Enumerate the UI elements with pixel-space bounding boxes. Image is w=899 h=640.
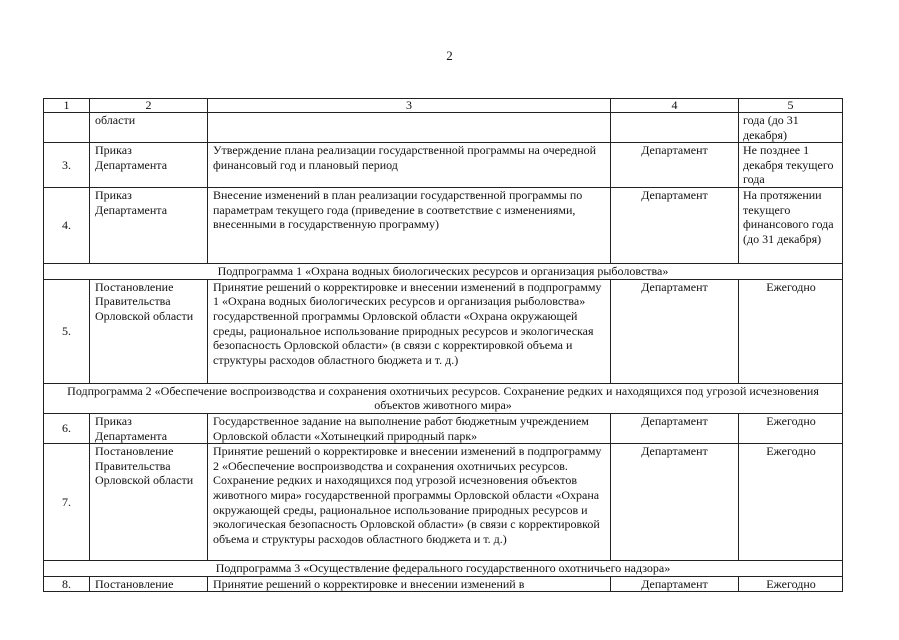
row-action: Принятие решений о корректировке и внесении изменений в	[208, 576, 611, 592]
subprogram-row	[44, 561, 843, 577]
row-action: Утверждение плана реализации государственной программы на очередной финансовый год и плановый период	[208, 143, 611, 188]
plan-table	[43, 98, 843, 592]
row-number	[44, 113, 90, 143]
table-row-continuation	[44, 113, 843, 143]
header-col-3: 3	[208, 99, 611, 113]
subprogram-row	[44, 383, 843, 413]
row-action	[208, 113, 611, 143]
row-document: области	[90, 113, 208, 143]
header-col-2: 2	[90, 99, 208, 113]
row-executor: Департамент	[611, 576, 739, 592]
page-number: 2	[446, 48, 453, 63]
table-row	[44, 188, 843, 264]
row-deadline: Ежегодно	[739, 279, 843, 383]
subprogram-2-title: Подпрограмма 2 «Обеспечение воспроизводства и сохранения охотничьих ресурсов. Сохранение редких и находящихся под угрозой исчезновения объектов животного мира»	[44, 383, 843, 413]
row-deadline: года (до 31 декабря)	[739, 113, 843, 143]
row-number: 8.	[44, 576, 90, 592]
subprogram-3-title: Подпрограмма 3 «Осуществление федерального государственного охотничьего надзора»	[44, 561, 843, 577]
row-document: Постановление Правительства Орловской области	[90, 279, 208, 383]
row-document: Приказ Департамента	[90, 188, 208, 264]
row-number: 4.	[44, 188, 90, 264]
subprogram-1-title: Подпрограмма 1 «Охрана водных биологических ресурсов и организация рыболовства»	[44, 264, 843, 280]
row-executor: Департамент	[611, 279, 739, 383]
row-action: Принятие решений о корректировке и внесении изменений в подпрограмму 2 «Обеспечение воспроизводства и сохранения охотничьих ресурсов. Сохранение редких и находящихся под угрозой исчезновения объектов животного мира» государственной программы Орловской области «Охрана окружающей среды, рациональное использование природных ресурсов и экологическая безопасность Орловской области» (в связи с корректировкой объема и структуры расходов областного бюджета и т. д.)	[208, 444, 611, 561]
row-deadline: Не позднее 1 декабря текущего года	[739, 143, 843, 188]
row-document: Приказ Департамента	[90, 143, 208, 188]
row-executor	[611, 113, 739, 143]
row-document: Приказ Департамента	[90, 413, 208, 443]
table-row	[44, 143, 843, 188]
header-col-1: 1	[44, 99, 90, 113]
row-document: Постановление	[90, 576, 208, 592]
row-number: 5.	[44, 279, 90, 383]
row-deadline: На протяжении текущего финансового года (до 31 декабря)	[739, 188, 843, 264]
row-deadline: Ежегодно	[739, 413, 843, 443]
row-action: Внесение изменений в план реализации государственной программы по параметрам текущего года (приведение в соответствие с изменениями, внесенными в государственную программу)	[208, 188, 611, 264]
row-deadline: Ежегодно	[739, 576, 843, 592]
row-executor: Департамент	[611, 188, 739, 264]
table-row	[44, 279, 843, 383]
row-executor: Департамент	[611, 413, 739, 443]
row-action: Государственное задание на выполнение работ бюджетным учреждением Орловской области «Хотынецкий природный парк»	[208, 413, 611, 443]
row-action: Принятие решений о корректировке и внесении изменений в подпрограмму 1 «Охрана водных биологических ресурсов и организация рыболовства» государственной программы Орловской области «Охрана окружающей среды, рациональное использование природных ресурсов и экологическая безопасность Орловской области» (в связи с корректировкой объема и структуры расходов областного бюджета и т. д.)	[208, 279, 611, 383]
row-number: 6.	[44, 413, 90, 443]
row-number: 7.	[44, 444, 90, 561]
row-executor: Департамент	[611, 143, 739, 188]
header-row	[44, 99, 843, 113]
table-row	[44, 413, 843, 443]
row-deadline: Ежегодно	[739, 444, 843, 561]
table-row	[44, 444, 843, 561]
header-col-4: 4	[611, 99, 739, 113]
row-document: Постановление Правительства Орловской области	[90, 444, 208, 561]
row-executor: Департамент	[611, 444, 739, 561]
row-number: 3.	[44, 143, 90, 188]
table-row	[44, 576, 843, 592]
header-col-5: 5	[739, 99, 843, 113]
subprogram-row	[44, 264, 843, 280]
